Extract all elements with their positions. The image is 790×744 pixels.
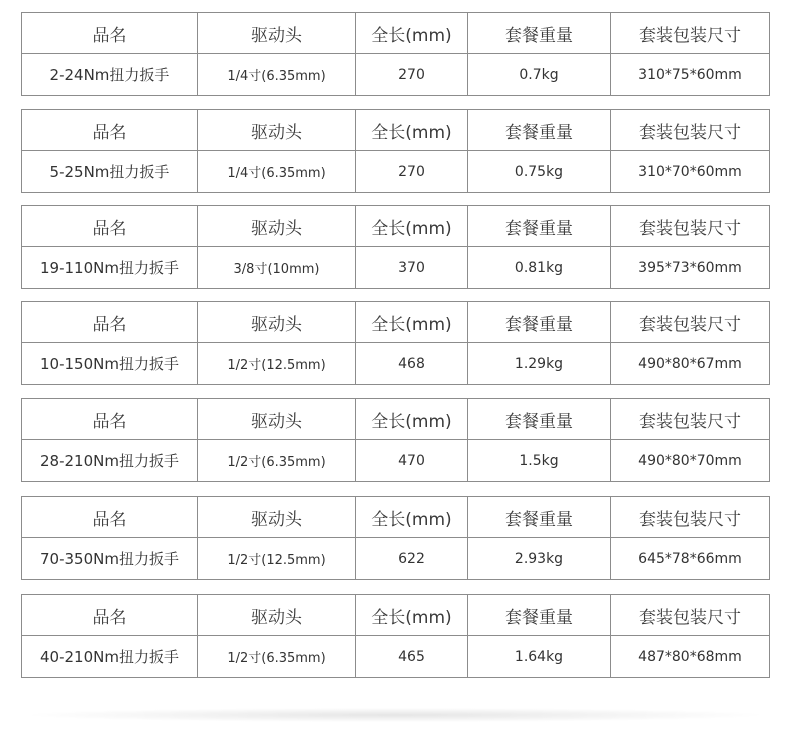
header-name: 品名 (22, 206, 198, 247)
product-name: 40-210Nm扭力扳手 (22, 636, 198, 678)
spec-table-6 (21, 496, 770, 580)
header-name: 品名 (22, 399, 198, 440)
table-header-row (22, 302, 770, 343)
product-drive: 1/2寸(12.5mm) (198, 538, 356, 580)
header-package-size: 套装包装尺寸 (611, 399, 770, 440)
header-weight: 套餐重量 (468, 302, 611, 343)
product-length: 465 (356, 636, 468, 678)
table-row (22, 538, 770, 580)
spec-table-3 (21, 205, 770, 289)
header-weight: 套餐重量 (468, 13, 611, 54)
header-length: 全长(mm) (356, 595, 468, 636)
table-row (22, 54, 770, 96)
header-weight: 套餐重量 (468, 497, 611, 538)
spec-table-5 (21, 398, 770, 482)
table-row (22, 247, 770, 289)
product-length: 370 (356, 247, 468, 289)
header-package-size: 套装包装尺寸 (611, 13, 770, 54)
table-row (22, 151, 770, 193)
spec-table-2 (21, 109, 770, 193)
table-row (22, 440, 770, 482)
header-weight: 套餐重量 (468, 595, 611, 636)
table-header-row (22, 110, 770, 151)
bottom-shadow-divider (30, 708, 760, 722)
product-name: 28-210Nm扭力扳手 (22, 440, 198, 482)
product-weight: 0.7kg (468, 54, 611, 96)
product-name: 10-150Nm扭力扳手 (22, 343, 198, 385)
product-weight: 2.93kg (468, 538, 611, 580)
spec-table-4 (21, 301, 770, 385)
product-drive: 3/8寸(10mm) (198, 247, 356, 289)
product-package-size: 490*80*67mm (611, 343, 770, 385)
product-drive: 1/2寸(6.35mm) (198, 636, 356, 678)
header-weight: 套餐重量 (468, 206, 611, 247)
product-length: 470 (356, 440, 468, 482)
product-length: 270 (356, 151, 468, 193)
header-drive: 驱动头 (198, 302, 356, 343)
header-length: 全长(mm) (356, 110, 468, 151)
header-drive: 驱动头 (198, 206, 356, 247)
table-header-row (22, 497, 770, 538)
table-header-row (22, 13, 770, 54)
header-package-size: 套装包装尺寸 (611, 206, 770, 247)
product-package-size: 487*80*68mm (611, 636, 770, 678)
header-name: 品名 (22, 595, 198, 636)
product-name: 5-25Nm扭力扳手 (22, 151, 198, 193)
product-package-size: 490*80*70mm (611, 440, 770, 482)
header-package-size: 套装包装尺寸 (611, 595, 770, 636)
header-weight: 套餐重量 (468, 399, 611, 440)
header-drive: 驱动头 (198, 13, 356, 54)
product-package-size: 310*75*60mm (611, 54, 770, 96)
header-length: 全长(mm) (356, 13, 468, 54)
header-length: 全长(mm) (356, 399, 468, 440)
product-package-size: 395*73*60mm (611, 247, 770, 289)
table-header-row (22, 206, 770, 247)
spec-table-1 (21, 12, 770, 96)
header-package-size: 套装包装尺寸 (611, 302, 770, 343)
product-package-size: 645*78*66mm (611, 538, 770, 580)
spec-table-7 (21, 594, 770, 678)
header-name: 品名 (22, 497, 198, 538)
table-header-row (22, 595, 770, 636)
product-length: 468 (356, 343, 468, 385)
header-drive: 驱动头 (198, 399, 356, 440)
product-weight: 1.29kg (468, 343, 611, 385)
product-weight: 1.5kg (468, 440, 611, 482)
product-weight: 0.75kg (468, 151, 611, 193)
product-package-size: 310*70*60mm (611, 151, 770, 193)
header-package-size: 套装包装尺寸 (611, 497, 770, 538)
header-length: 全长(mm) (356, 206, 468, 247)
product-drive: 1/4寸(6.35mm) (198, 54, 356, 96)
product-drive: 1/4寸(6.35mm) (198, 151, 356, 193)
product-weight: 1.64kg (468, 636, 611, 678)
header-drive: 驱动头 (198, 595, 356, 636)
product-length: 270 (356, 54, 468, 96)
table-header-row (22, 399, 770, 440)
header-drive: 驱动头 (198, 110, 356, 151)
product-drive: 1/2寸(12.5mm) (198, 343, 356, 385)
product-length: 622 (356, 538, 468, 580)
product-name: 19-110Nm扭力扳手 (22, 247, 198, 289)
header-drive: 驱动头 (198, 497, 356, 538)
table-row (22, 636, 770, 678)
header-length: 全长(mm) (356, 302, 468, 343)
table-row (22, 343, 770, 385)
header-name: 品名 (22, 302, 198, 343)
product-name: 2-24Nm扭力扳手 (22, 54, 198, 96)
header-weight: 套餐重量 (468, 110, 611, 151)
header-length: 全长(mm) (356, 497, 468, 538)
product-weight: 0.81kg (468, 247, 611, 289)
product-name: 70-350Nm扭力扳手 (22, 538, 198, 580)
header-package-size: 套装包装尺寸 (611, 110, 770, 151)
product-drive: 1/2寸(6.35mm) (198, 440, 356, 482)
header-name: 品名 (22, 13, 198, 54)
header-name: 品名 (22, 110, 198, 151)
